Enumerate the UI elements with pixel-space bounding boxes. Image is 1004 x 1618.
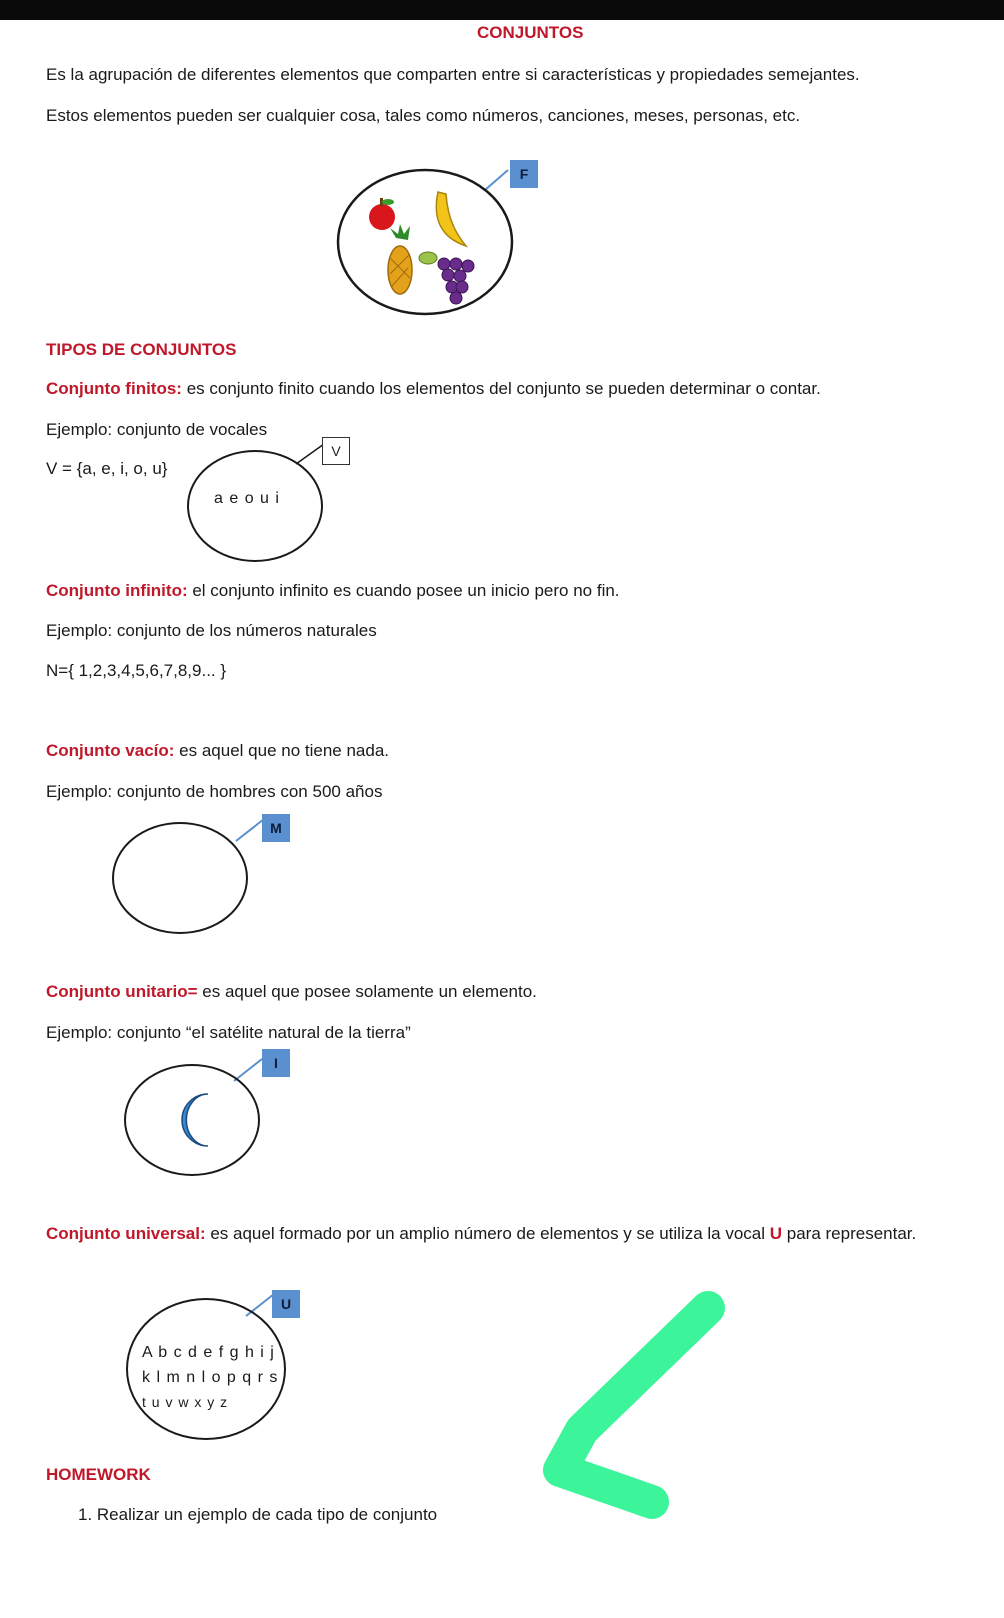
universal-term: Conjunto universal: [46, 1224, 206, 1243]
unitary-term: Conjunto unitario= [46, 982, 198, 1001]
universal-desc-b: para representar. [782, 1224, 917, 1243]
finite-desc: es conjunto finito cuando los elementos del conjunto se pueden determinar o contar. [181, 379, 821, 398]
intro-line-2: Estos elementos pueden ser cualquier cosa, tales como números, canciones, meses, personas, etc. [46, 106, 801, 125]
universal-row-3: t u v w x y z [142, 1394, 229, 1410]
banana-icon [436, 192, 466, 246]
empty-set-ellipse [112, 822, 248, 934]
types-heading: TIPOS DE CONJUNTOS [46, 340, 237, 359]
finite-elements: a e o u i [214, 490, 280, 507]
universal-definition [46, 1223, 916, 1245]
label-connector [485, 170, 508, 190]
universal-desc-a: es aquel formado por un amplio número de elementos y se utiliza la vocal [205, 1224, 770, 1243]
universal-row-1: A b c d e f g h i j [142, 1344, 275, 1361]
finite-definition [46, 378, 821, 400]
infinite-definition [46, 580, 620, 602]
grapes-icon [419, 252, 474, 304]
empty-term: Conjunto vacío: [46, 741, 175, 760]
moon-icon [172, 1090, 222, 1150]
finite-example: Ejemplo: conjunto de vocales [46, 420, 268, 439]
set-label-u: U [272, 1290, 300, 1318]
pineapple-icon [388, 224, 412, 294]
empty-example: Ejemplo: conjunto de hombres con 500 años [46, 782, 383, 801]
infinite-term: Conjunto infinito: [46, 581, 188, 600]
set-label-v: V [322, 437, 350, 465]
set-label-i: I [262, 1049, 290, 1077]
empty-definition [46, 740, 389, 762]
top-bar [0, 0, 1004, 20]
set-label-f: F [510, 160, 538, 188]
homework-heading: HOMEWORK [46, 1465, 151, 1484]
homework-item-1: 1. Realizar un ejemplo de cada tipo de conjunto [78, 1505, 438, 1524]
finite-term: Conjunto finitos: [46, 379, 182, 398]
universal-vowel: U [769, 1224, 783, 1243]
empty-desc: es aquel que no tiene nada. [174, 741, 390, 760]
unitary-definition [46, 981, 537, 1003]
set-label-m: M [262, 814, 290, 842]
universal-row-2: k l m n l o p q r s [142, 1369, 279, 1386]
intro-line-1: Es la agrupación de diferentes elementos que comparten entre si características y propiedades semejantes. [46, 65, 860, 84]
infinite-notation: N={ 1,2,3,4,5,6,7,8,9... } [46, 661, 227, 680]
unitary-example: Ejemplo: conjunto “el satélite natural de la tierra” [46, 1023, 411, 1042]
page-title: CONJUNTOS [477, 23, 584, 42]
infinite-desc: el conjunto infinito es cuando posee un inicio pero no fin. [187, 581, 620, 600]
infinite-example: Ejemplo: conjunto de los números naturales [46, 621, 377, 640]
apple-icon [369, 198, 395, 230]
set-ellipse [338, 170, 512, 314]
green-arrow-icon [520, 1280, 740, 1540]
finite-notation: V = {a, e, i, o, u} [46, 459, 168, 478]
unitary-desc: es aquel que posee solamente un elemento. [197, 982, 537, 1001]
